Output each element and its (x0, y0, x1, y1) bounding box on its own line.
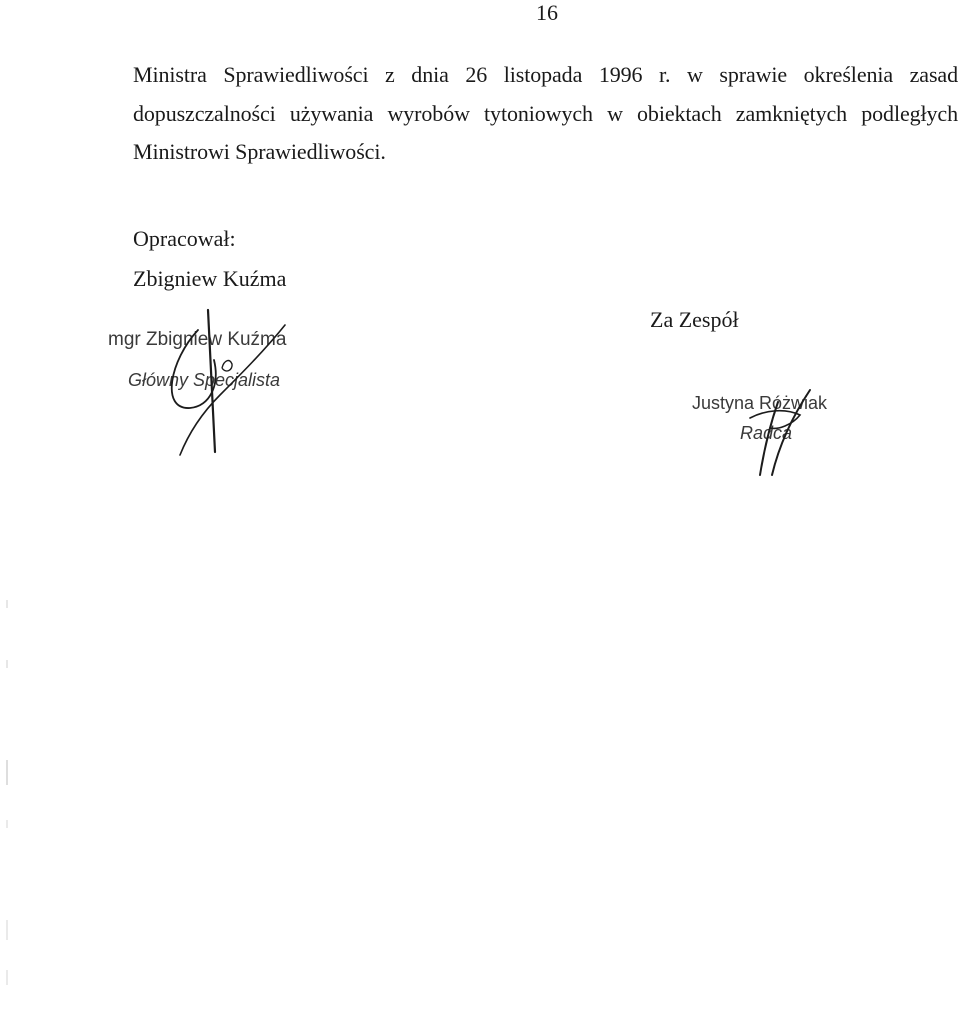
author-stamp-name: mgr Zbigniew Kuźma (108, 329, 287, 350)
body-paragraph: Ministra Sprawiedliwości z dnia 26 listopada 1996 r. w sprawie określenia zasad dopuszczalności używania wyrobów tytoniowych w obiektach zamkniętych podległych Ministrowi Sprawiedliwości. (133, 62, 958, 164)
team-stamp-name: Justyna Różwiak (692, 393, 828, 413)
author-stamp (108, 320, 286, 400)
scan-margin-marks (4, 600, 10, 1000)
author-stamp-title: Główny Specjalista (128, 370, 281, 390)
team-label: Za Zespół (650, 307, 739, 332)
team-stamp-title: Radca (740, 423, 793, 443)
page-number: 16 (536, 0, 558, 25)
author-name: Zbigniew Kuźma (133, 266, 287, 291)
team-stamp (692, 388, 827, 448)
prepared-by-label: Opracował: (133, 226, 236, 251)
